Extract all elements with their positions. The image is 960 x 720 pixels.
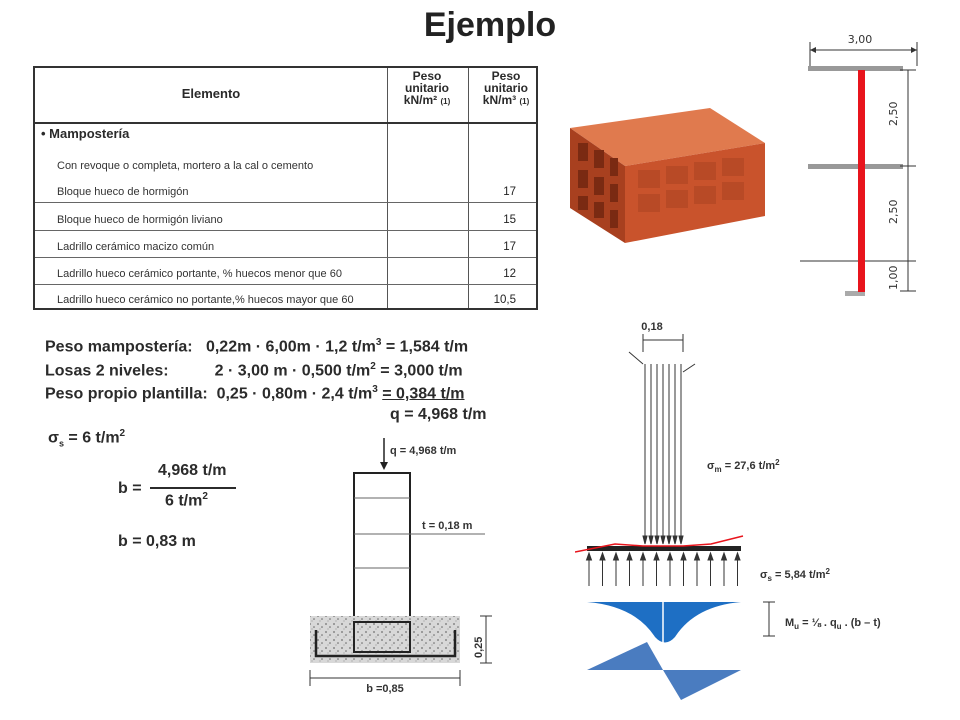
height-dimension-3: 1,00	[887, 265, 900, 290]
soil-arrow-head	[614, 553, 619, 560]
b-result: b = 0,83 m	[118, 533, 196, 550]
fraction-bar	[150, 487, 236, 489]
slab-upper	[808, 66, 903, 71]
height-dimension-2: 2,50	[887, 199, 900, 224]
calc-line-slabs: Losas 2 niveles: 2 · 3,00 m · 0,500 $t/m^2 = 3,000$ t/m	[45, 361, 463, 380]
calc-line-masonry: Peso mampostería: 0,22m · 6,00m · 1,2 $t/m^3 = 1,584$ t/m	[45, 337, 469, 356]
footing-section-diagram	[300, 438, 500, 698]
soil-arrow-head	[627, 553, 632, 560]
table-col-divider	[387, 68, 388, 308]
b-formula-label: b =	[118, 480, 142, 497]
soil-arrow-head	[722, 553, 727, 560]
b-denominator: 6 $t/m^2$	[165, 491, 208, 510]
load-label: q = 4,968 t/m	[390, 445, 457, 457]
svg-text:σm = 27,6 t/m2: $\sigma_m = 27,6$ $t/m^2$	[707, 458, 780, 474]
calc-total-load: q = 4,968 t/m	[390, 406, 487, 423]
stress-arrow-head	[649, 536, 653, 544]
table-row-value: 17	[503, 186, 516, 198]
soil-stress-label: $\sigma_s = 6$ $t/m^2$	[48, 428, 126, 449]
b-numerator: 4,968 t/m	[158, 462, 227, 479]
row-divider	[35, 202, 536, 203]
base-width-label: b =0,85	[366, 683, 404, 695]
soil-arrow-head	[587, 553, 592, 560]
soil-arrow-head	[695, 553, 700, 560]
stress-arrow-head	[679, 536, 683, 544]
thickness-label: t = 0,18 m	[422, 520, 473, 532]
wall-width-label: 0,18	[641, 321, 663, 333]
table-row-label: Bloque hueco de hormigón	[57, 186, 189, 198]
stress-arrow-head	[673, 536, 677, 544]
wall-outline	[354, 473, 410, 617]
table-header-rule	[35, 122, 536, 124]
wall-elevation-diagram	[800, 28, 930, 300]
table-row-value: 17	[503, 241, 516, 253]
soil-arrow-head	[654, 553, 659, 560]
red-wall	[858, 70, 865, 292]
soil-arrow-head	[735, 553, 740, 560]
moment-diagram	[587, 602, 741, 643]
header-element: Elemento	[181, 86, 241, 101]
shear-diagram-left	[587, 642, 663, 670]
stress-moment-diagram	[575, 312, 935, 707]
unit-weight-table	[33, 66, 538, 310]
moment-formula: $M_u$ = ⅛ . $q_u$ . (b – t)	[785, 617, 881, 631]
table-col-divider	[468, 68, 469, 308]
soil-arrow-head	[708, 553, 713, 560]
width-dimension-label: 3,00	[847, 33, 873, 46]
section-title: • Mampostería	[41, 126, 130, 141]
table-row-value: 12	[503, 268, 516, 280]
page-title: Ejemplo	[423, 6, 557, 44]
calc-line-footing: Peso propio plantilla: 0,25 · 0,80m · 2,4 $t/m^3 = 0,384$ t/m	[45, 384, 465, 403]
row-divider	[35, 284, 536, 285]
soil-arrow-head	[641, 553, 646, 560]
height-dimension-1: 2,50	[887, 101, 900, 126]
sigma-m-label	[707, 458, 780, 474]
table-row-label: Ladrillo hueco cerámico portante, % huecos menor que 60	[57, 268, 342, 280]
row-divider	[35, 257, 536, 258]
stress-arrow-head	[661, 536, 665, 544]
table-row-label: Ladrillo cerámico macizo común	[57, 241, 215, 253]
table-row-value: 15	[503, 214, 516, 226]
table-row-label: Ladrillo hueco cerámico no portante,% huecos mayor que 60	[57, 294, 354, 306]
soil-arrow-head	[600, 553, 605, 560]
header-unit-weight-volume: Peso unitario kN/m³ (1)	[482, 69, 530, 107]
header-unit-weight-area: Peso unitario kN/m² (1)	[403, 69, 451, 107]
stress-arrow-head	[643, 536, 647, 544]
soil-arrow-head	[668, 553, 673, 560]
shear-diagram-right	[663, 670, 741, 700]
wall-stress-arrows	[629, 352, 695, 544]
leader-line	[629, 352, 643, 364]
table-row-value: 10,5	[493, 294, 516, 306]
table-row-label: Bloque hueco de hormigón liviano	[57, 214, 223, 226]
soil-arrow-head	[681, 553, 686, 560]
section-note: Con revoque o completa, mortero a la cal o cemento	[57, 160, 314, 172]
soil-reaction-arrows	[587, 553, 741, 586]
row-divider	[35, 230, 536, 231]
stress-arrow-head	[655, 536, 659, 544]
leader-line	[683, 364, 695, 372]
slab-middle	[808, 164, 903, 169]
hollow-brick-image	[560, 98, 775, 248]
sigma-s-label: $\sigma_s = 5,84$ $t/m^2$	[760, 567, 830, 583]
stress-arrow-head	[667, 536, 671, 544]
footing-height-label: 0,25	[473, 636, 485, 658]
